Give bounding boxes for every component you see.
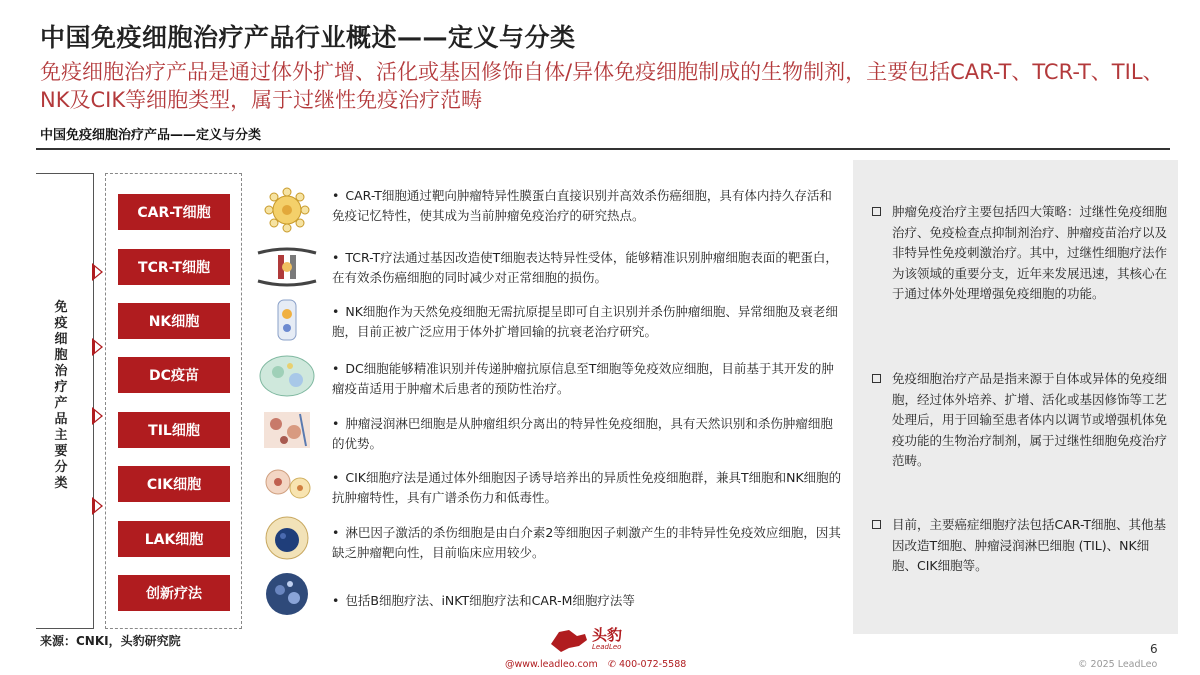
summary-item (870, 369, 1168, 472)
checkbox-square-icon (872, 520, 881, 529)
logo-subtext: LeadLeo (592, 643, 622, 651)
desc-text: TCR-T疗法通过基因改造使T细胞表达特异性受体，能够精准识别肿瘤细胞表面的靶蛋白，在有效杀伤癌细胞的同时减少对正常细胞的损伤。 (332, 250, 838, 285)
category-button-car-t[interactable]: CAR-T细胞 (118, 194, 230, 230)
checkbox-square-icon (872, 374, 881, 383)
summary-text: 目前，主要癌症细胞疗法包括CAR-T细胞、其他基因改造T细胞、肿瘤浸润淋巴细胞 (TIL)、NK细胞、CIK细胞等。 (892, 517, 1166, 573)
category-list-frame (105, 173, 242, 629)
summary-item (870, 515, 1168, 577)
summary-text: 肿瘤免疫治疗主要包括四大策略：过继性免疫细胞治疗、免疫检查点抑制剂治疗、肿瘤疫苗治疗以及非特异性免疫刺激治疗。其中，过继性细胞疗法作为该领域的重要分支，近年来发展迅速，其核心在于通过体外处理增强免疫细胞的功能。 (892, 204, 1168, 301)
category-desc-dc: • DC细胞能够精准识别并传递肿瘤抗原信息至T细胞等免疫效应细胞，目前基于其开发的肿瘤疫苗适用于肿瘤术后患者的预防性治疗。 (332, 361, 834, 396)
tcr-t-cell-image (256, 243, 318, 291)
nk-cell-image (256, 296, 318, 344)
footer-website-link[interactable]: @www.leadleo.com (505, 659, 598, 670)
page-subtitle: 免疫细胞治疗产品是通过体外扩增、活化或基因修饰自体/异体免疫细胞制成的生物制剂，主要包括CAR-T、TCR-T、TIL、NK及CIK等细胞类型，属于过继性免疫治疗范畴 (40, 60, 1164, 112)
desc-text: 淋巴因子激活的杀伤细胞是由白介素2等细胞因子刺激产生的非特异性免疫效应细胞，因其缺乏肿瘤靶向性，目前临床应用较少。 (332, 525, 841, 560)
summary-item (870, 202, 1168, 305)
category-desc-car-t: • CAR-T细胞通过靶向肿瘤特异性膜蛋白直接识别并高效杀伤癌细胞，具有体内持久存活和免疫记忆特性，使其成为当前肿瘤免疫治疗的研究热点。 (332, 188, 832, 223)
car-t-cell-image (256, 186, 318, 234)
footer-phone: ✆ 400-072-5588 (608, 659, 687, 670)
checkbox-square-icon (872, 207, 881, 216)
desc-text: NK细胞作为天然免疫细胞无需抗原提呈即可自主识别并杀伤肿瘤细胞、异常细胞及衰老细胞，目前正被广泛应用于体外扩增回输的抗衰老治疗研究。 (332, 304, 838, 339)
page-number: 6 (1150, 642, 1158, 656)
desc-text: CAR-T细胞通过靶向肿瘤特异性膜蛋白直接识别并高效杀伤癌细胞，具有体内持久存活和免疫记忆特性，使其成为当前肿瘤免疫治疗的研究热点。 (332, 188, 832, 223)
innovative-cell-image (256, 570, 318, 618)
desc-text: CIK细胞疗法是通过体外细胞因子诱导培养出的异质性免疫细胞群，兼具T细胞和NK细胞的抗肿瘤特性，具有广谱杀伤力和低毒性。 (332, 470, 842, 505)
chevron-right-icon (92, 338, 103, 356)
summary-text: 免疫细胞治疗产品是指来源于自体或异体的免疫细胞，经过体外培养、扩增、活化或基因修饰等工艺处理后，用于回输至患者体内以调节或增强机体免疫功能的生物治疗制剂，属于过继性细胞免疫治疗范畴。 (892, 371, 1168, 468)
category-desc-cik: • CIK细胞疗法是通过体外细胞因子诱导培养出的异质性免疫细胞群，兼具T细胞和NK细胞的抗肿瘤特性，具有广谱杀伤力和低毒性。 (332, 470, 842, 505)
category-label: 免疫细胞治疗产品主要分类 (54, 300, 68, 491)
category-button-til[interactable]: TIL细胞 (118, 412, 230, 448)
phone-number: 400-072-5588 (618, 659, 687, 670)
category-desc-nk: • NK细胞作为天然免疫细胞无需抗原提呈即可自主识别并杀伤肿瘤细胞、异常细胞及衰老细胞，目前正被广泛应用于体外扩增回输的抗衰老治疗研究。 (332, 304, 838, 339)
category-desc-innovative: • 包括B细胞疗法、iNKT细胞疗法和CAR-M细胞疗法等 (332, 593, 635, 608)
section-divider (36, 148, 1170, 150)
til-cell-image (256, 406, 318, 454)
category-button-lak[interactable]: LAK细胞 (118, 521, 230, 557)
chevron-right-icon (92, 263, 103, 281)
desc-text: 包括B细胞疗法、iNKT细胞疗法和CAR-M细胞疗法等 (345, 593, 635, 608)
chevron-right-icon (92, 407, 103, 425)
desc-text: DC细胞能够精准识别并传递肿瘤抗原信息至T细胞等免疫效应细胞，目前基于其开发的肿瘤疫苗适用于肿瘤术后患者的预防性治疗。 (332, 361, 834, 396)
category-button-dc[interactable]: DC疫苗 (118, 357, 230, 393)
page-title: 中国免疫细胞治疗产品行业概述——定义与分类 (40, 23, 576, 52)
category-desc-tcr-t: • TCR-T疗法通过基因改造使T细胞表达特异性受体，能够精准识别肿瘤细胞表面的靶蛋白，在有效杀伤癌细胞的同时减少对正常细胞的损伤。 (332, 250, 838, 285)
category-button-tcr-t[interactable]: TCR-T细胞 (118, 249, 230, 285)
category-button-nk[interactable]: NK细胞 (118, 303, 230, 339)
copyright: © 2025 LeadLeo (1078, 659, 1158, 670)
category-desc-lak: • 淋巴因子激活的杀伤细胞是由白介素2等细胞因子刺激产生的非特异性免疫效应细胞，因其缺乏肿瘤靶向性，目前临床应用较少。 (332, 525, 841, 560)
cik-cell-image (256, 460, 318, 508)
category-button-innovative[interactable]: 创新疗法 (118, 575, 230, 611)
source-note: 来源：CNKI，头豹研究院 (40, 634, 181, 648)
dc-cell-image (256, 352, 318, 400)
chevron-right-icon (92, 497, 103, 515)
desc-text: 肿瘤浸润淋巴细胞是从肿瘤组织分离出的特异性免疫细胞，具有天然识别和杀伤肿瘤细胞的优势。 (332, 416, 833, 451)
lak-cell-image (256, 514, 318, 562)
section-title: 中国免疫细胞治疗产品——定义与分类 (40, 128, 262, 143)
category-button-cik[interactable]: CIK细胞 (118, 466, 230, 502)
logo-text: 头豹 (592, 626, 623, 644)
category-desc-til: • 肿瘤浸润淋巴细胞是从肿瘤组织分离出的特异性免疫细胞，具有天然识别和杀伤肿瘤细胞的优势。 (332, 416, 833, 451)
